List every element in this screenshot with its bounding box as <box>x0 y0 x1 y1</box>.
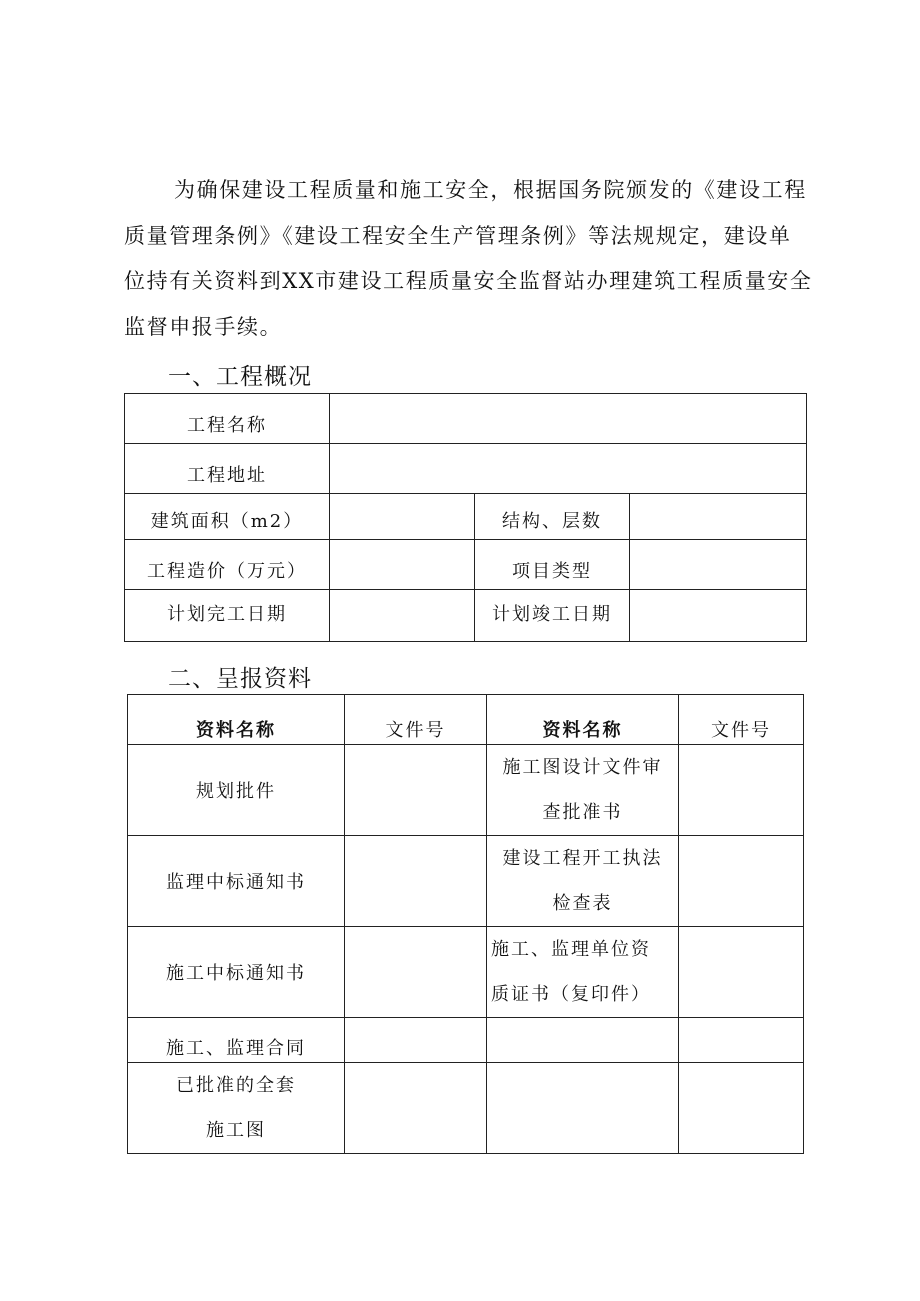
document-number-cell[interactable] <box>345 836 487 927</box>
value-structure-floors[interactable] <box>630 494 807 540</box>
value-planned-completion-date[interactable] <box>630 590 807 642</box>
material-name-line: 施工图 <box>206 1120 266 1141</box>
table-header-row <box>128 695 804 745</box>
table-row <box>128 1018 804 1063</box>
material-name-cell: 施工中标通知书 <box>128 927 345 1018</box>
label-project-name: 工程名称 <box>125 394 330 444</box>
label-project-type: 项目类型 <box>475 540 630 590</box>
document-number-cell[interactable] <box>679 836 804 927</box>
value-project-type[interactable] <box>630 540 807 590</box>
table-row <box>128 745 804 836</box>
value-planned-start-date[interactable] <box>330 590 475 642</box>
document-number-cell[interactable] <box>679 745 804 836</box>
table-row <box>125 494 807 540</box>
material-name-cell <box>128 1063 345 1154</box>
section-title-materials: 二、呈报资料 <box>168 666 312 692</box>
document-number-cell[interactable] <box>345 745 487 836</box>
submitted-materials-table <box>127 694 804 1154</box>
document-number-cell[interactable] <box>345 1018 487 1063</box>
material-name-line: 建设工程开工执法 <box>502 848 663 869</box>
material-name-cell <box>487 745 679 836</box>
document-number-cell[interactable] <box>679 927 804 1018</box>
label-project-cost: 工程造价（万元） <box>125 540 330 590</box>
material-name-cell <box>487 836 679 927</box>
value-project-address[interactable] <box>330 444 807 494</box>
material-name-line: 施工、监理单位资 <box>491 939 651 960</box>
material-name-line: 已批准的全套 <box>176 1075 296 1096</box>
label-building-area: 建筑面积（m2） <box>125 494 330 540</box>
table-row <box>128 836 804 927</box>
header-material-name-1: 资料名称 <box>128 695 345 745</box>
material-name-line: 查批准书 <box>542 802 623 823</box>
material-name-line: 质证书（复印件） <box>491 984 651 1005</box>
table-row <box>125 444 807 494</box>
table-row <box>125 590 807 642</box>
material-name-cell: 施工、监理合同 <box>128 1018 345 1063</box>
material-name-cell[interactable] <box>487 1063 679 1154</box>
label-structure-floors: 结构、层数 <box>475 494 630 540</box>
material-name-line: 检查表 <box>552 893 613 914</box>
table-row <box>128 1063 804 1154</box>
document-number-cell[interactable] <box>679 1018 804 1063</box>
material-name-line: 施工图设计文件审 <box>502 757 663 778</box>
material-name-cell <box>487 927 679 1018</box>
project-overview-table <box>124 393 807 642</box>
table-row <box>125 394 807 444</box>
value-building-area[interactable] <box>330 494 475 540</box>
document-number-cell[interactable] <box>345 1063 487 1154</box>
document-number-cell[interactable] <box>345 927 487 1018</box>
header-material-name-2: 资料名称 <box>487 695 679 745</box>
label-project-address: 工程地址 <box>125 444 330 494</box>
table-row <box>125 540 807 590</box>
material-name-cell[interactable] <box>487 1018 679 1063</box>
section-title-overview: 一、工程概况 <box>168 364 312 390</box>
value-project-name[interactable] <box>330 394 807 444</box>
material-name-cell: 规划批件 <box>128 745 345 836</box>
label-planned-start-date: 计划完工日期 <box>125 590 330 642</box>
document-number-cell[interactable] <box>679 1063 804 1154</box>
intro-paragraph: 为确保建设工程质量和施工安全，根据国务院颁发的《建设工程质量管理条例》《建设工程安全生产管理条例》等法规规定，建设单位持有关资料到XX市建设工程质量安全监督站办理建筑工程质量安全监督申报手续。 <box>124 178 813 339</box>
header-document-number-2: 文件号 <box>679 695 804 745</box>
label-planned-completion-date: 计划竣工日期 <box>475 590 630 642</box>
value-project-cost[interactable] <box>330 540 475 590</box>
table-row <box>128 927 804 1018</box>
material-name-cell: 监理中标通知书 <box>128 836 345 927</box>
header-document-number-1: 文件号 <box>345 695 487 745</box>
